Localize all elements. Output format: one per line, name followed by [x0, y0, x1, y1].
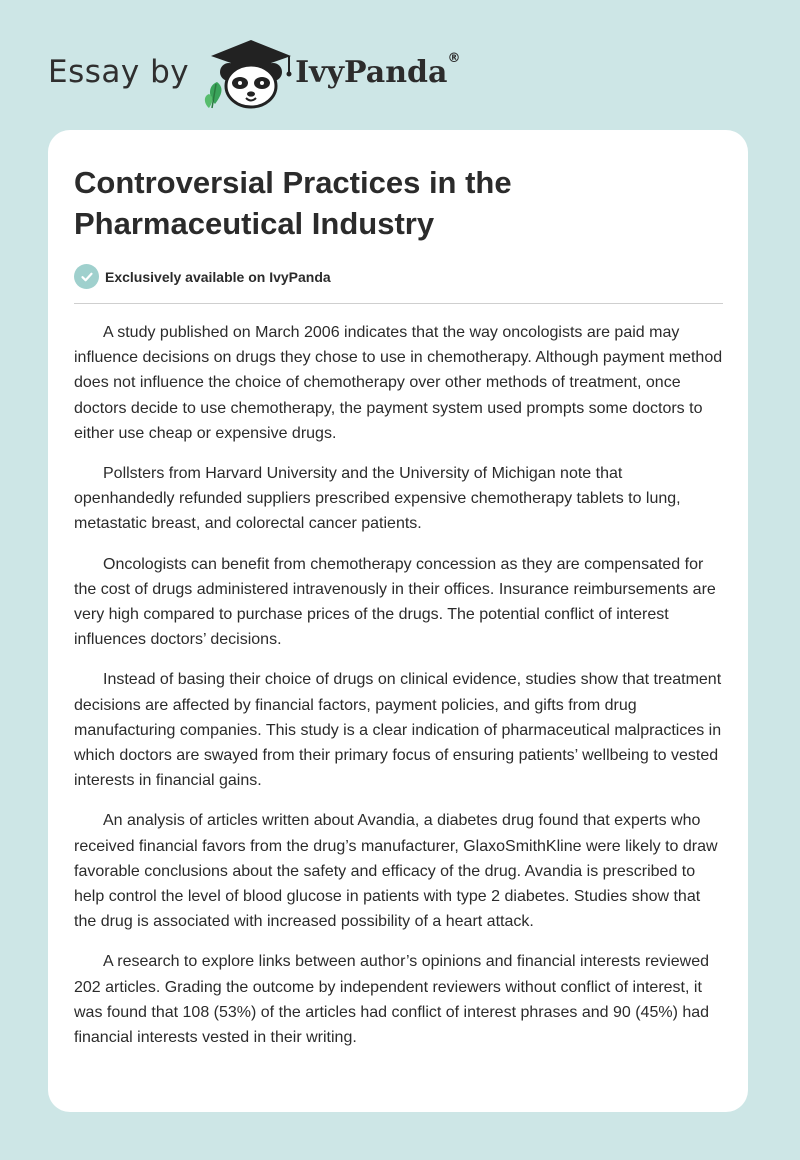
essay-by-label: Essay by: [48, 54, 190, 90]
essay-card: [48, 130, 748, 1112]
divider: [74, 303, 723, 304]
paragraph: An analysis of articles written about Avandia, a diabetes drug found that experts who received financial favors from the drug’s manufacturer, GlaxoSmithKline were likely to draw favorable conclusions about the safety and efficacy of the drug. Avandia is prescribed to help control the level of blood glucose in patients with type 2 diabetes. Studies show that the drug is associated with increased possibility of a heart attack.: [74, 812, 718, 931]
paragraph: Instead of basing their choice of drugs on clinical evidence, studies show that treatment decisions are affected by financial factors, payment policies, and gifts from drug manufacturing companies. This study is a clear indication of pharmaceutical malpractices in which doctors are swayed from their primary focus of ensuring patients’ wellbeing to vested interests in financial gains.: [74, 671, 722, 790]
brand-name[interactable]: [295, 50, 461, 90]
brand-text: IvyPanda: [295, 54, 448, 90]
check-circle-icon: [74, 264, 99, 289]
paragraph: Pollsters from Harvard University and the University of Michigan note that openhandedly refunded suppliers prescribed expensive chemotherapy tablets to lung, metastatic breast, and colorectal cancer patients.: [74, 465, 681, 533]
site-header: [48, 34, 460, 110]
page-title: Controversial Practices in the Pharmaceutical Industry: [74, 165, 512, 241]
paragraph: Oncologists can benefit from chemotherapy concession as they are compensated for the cost of drugs administered intravenously in their offices. Insurance reimbursements are very high compared to purchase prices of the drugs. The potential conflict of interest influences doctors’ decisions.: [74, 555, 716, 649]
paragraph: A study published on March 2006 indicates that the way oncologists are paid may influence decisions on drugs they chose to use in chemotherapy. Although payment method does not influence the choice of chemotherapy over other methods of treatment, once doctors decide to use chemotherapy, the payment system used prompts some doctors to either use cheap or expensive drugs.: [74, 324, 723, 442]
paragraph: A research to explore links between author’s opinions and financial interests reviewed 202 articles. Grading the outcome by independent reviewers without conflict of interest, it was found that 108 (53%) of the articles had conflict of interest phrases and 90 (45%) had financial interests vested in their writing.: [74, 953, 710, 1047]
registered-mark: ®: [447, 50, 461, 66]
essay-body: [74, 320, 726, 1065]
exclusive-badge: [74, 264, 331, 289]
exclusive-badge-label: Exclusively available on IvyPanda: [105, 268, 331, 285]
ivypanda-panda-logo-icon[interactable]: [203, 34, 293, 110]
